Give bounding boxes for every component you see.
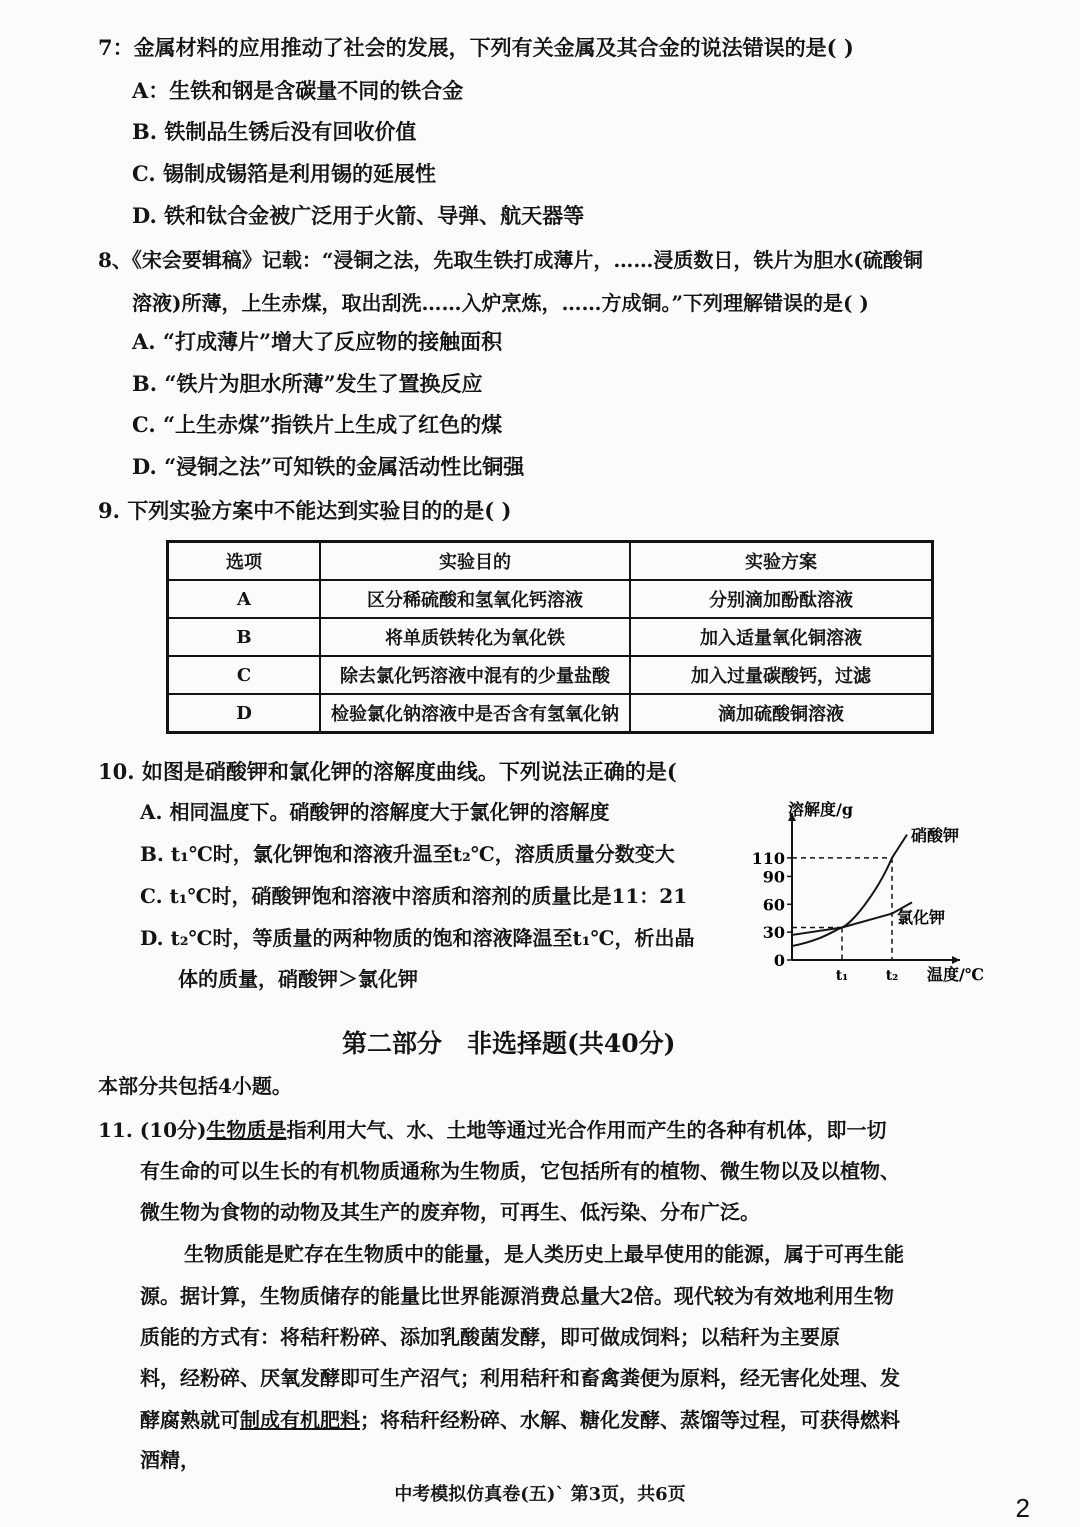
q10-option-d-cont: 体的质量，硝酸钾＞氯化钾	[178, 967, 418, 991]
q10-option-b: B. t₁℃时，氯化钾饱和溶液升温至t₂℃，溶质质量分数变大	[140, 842, 675, 866]
series-label-kcl: 氯化钾	[897, 907, 946, 927]
y-axis-label: 溶解度/g	[788, 800, 854, 819]
cell-plan: 加入过量碳酸钙，过滤	[630, 656, 933, 694]
q7-option-c: C. 锡制成锡箔是利用锡的延展性	[132, 161, 436, 186]
table-row	[168, 618, 933, 656]
q7-option-d: D. 铁和钛合金被广泛用于火箭、导弹、航天器等	[132, 203, 585, 228]
q8-stem-line1: 8、《宋会要辑稿》记载：“浸铜之法，先取生铁打成薄片，……浸质数日，铁片为胆水(硫酸铜	[98, 248, 923, 272]
cell-goal: 将单质铁转化为氧化铁	[320, 618, 630, 656]
q8-stem-line2: 溶液)所薄，上生赤煤，取出刮洗……入炉烹炼，……方成铜。”下列理解错误的是( )	[132, 291, 869, 315]
q10-option-d: D. t₂℃时，等质量的两种物质的饱和溶液降温至t₁℃，析出晶	[140, 926, 695, 950]
cell-option: B	[168, 618, 321, 656]
cell-plan: 加入适量氧化铜溶液	[630, 618, 933, 656]
cell-plan: 分别滴加酚酞溶液	[630, 580, 933, 618]
q11-p2-line5-underlined: 制成有机肥料	[240, 1408, 360, 1432]
y-tick-label: 60	[762, 895, 785, 915]
cell-goal: 检验氯化钠溶液中是否含有氢氧化钠	[320, 694, 630, 733]
q11-p2-line1: 生物质能是贮存在生物质中的能量，是人类历史上最早使用的能源，属于可再生能	[184, 1242, 904, 1266]
q11-p2-line5-pre: 酵腐熟就可	[140, 1408, 240, 1432]
q11-p2-line4: 料，经粉碎、厌氧发酵即可生产沼气；利用秸秆和畜禽粪便为原料，经无害化处理、发	[140, 1366, 900, 1390]
q11-line3: 微生物为食物的动物及其生产的废弃物，可再生、低污染、分布广泛。	[140, 1200, 760, 1224]
q8-option-c: C. “上生赤煤”指铁片上生成了红色的煤	[132, 412, 503, 437]
col-header-option: 选项	[168, 542, 321, 581]
y-tick-label: 90	[762, 867, 785, 887]
q8-option-b: B. “铁片为胆水所薄”发生了置换反应	[132, 371, 483, 396]
series-line-kno3	[792, 835, 907, 946]
q11-line1-rest: 指利用大气、水、土地等通过光合作用而产生的各种有机体，即一切	[286, 1118, 887, 1142]
part2-title: 第二部分 非选择题(共40分)	[342, 1029, 676, 1058]
y-tick-label: 110	[751, 848, 785, 868]
table-row	[168, 656, 933, 694]
y-tick-label: 30	[762, 923, 785, 943]
x-tick-label: t₁	[835, 968, 849, 984]
series-label-kno3: 硝酸钾	[911, 826, 960, 846]
cell-option: D	[168, 694, 321, 733]
x-axis-arrow	[952, 956, 960, 964]
q11-prefix: 11. (10分)	[98, 1118, 207, 1142]
q11-p2-line3: 质能的方式有：将秸秆粉碎、添加乳酸菌发酵，即可做成饲料；以秸秆为主要原	[140, 1325, 840, 1349]
q11-p2-line5-post: ；将秸秆经粉碎、水解、糖化发酵、蒸馏等过程，可获得燃料	[360, 1408, 900, 1432]
q8-option-a: A. “打成薄片”增大了反应物的接触面积	[132, 329, 503, 354]
q11-line1	[98, 1116, 887, 1144]
x-tick-label: t₂	[885, 968, 899, 984]
q9-table	[166, 540, 934, 734]
cell-option: C	[168, 656, 321, 694]
col-header-plan: 实验方案	[630, 542, 933, 581]
y-tick-label: 0	[773, 951, 785, 970]
cell-goal: 除去氯化钙溶液中混有的少量盐酸	[320, 656, 630, 694]
q11-p2-line2: 源。据计算，生物质储存的能量比世界能源消费总量大2倍。现代较为有效地利用生物	[140, 1284, 894, 1308]
q10-option-c: C. t₁℃时，硝酸钾饱和溶液中溶质和溶剂的质量比是11：21	[140, 884, 688, 908]
q10-option-a: A. 相同温度下。硝酸钾的溶解度大于氯化钾的溶解度	[140, 800, 610, 824]
q11-p2-line6: 酒精，	[140, 1448, 200, 1472]
q7-option-b: B. 铁制品生锈后没有回收价值	[132, 119, 417, 144]
col-header-goal: 实验目的	[320, 542, 630, 581]
q11-line2: 有生命的可以生长的有机物质通称为生物质，它包括所有的植物、微生物以及以植物、	[140, 1159, 900, 1183]
page-number: 2	[1015, 1493, 1030, 1523]
q8-option-d: D. “浸铜之法”可知铁的金属活动性比铜强	[132, 454, 525, 479]
part2-intro: 本部分共包括4小题。	[98, 1074, 292, 1098]
cell-plan: 滴加硫酸铜溶液	[630, 694, 933, 733]
table-row	[168, 694, 933, 733]
q7-stem: 7：金属材料的应用推动了社会的发展，下列有关金属及其合金的说法错误的是( )	[98, 35, 854, 60]
q11-p2-line5	[140, 1406, 900, 1434]
solubility-chart	[745, 795, 985, 995]
page-footer: 中考模拟仿真卷(五)` 第3页，共6页	[394, 1484, 686, 1505]
x-axis-label: 温度/℃	[926, 965, 984, 984]
cell-goal: 区分稀硫酸和氢氧化钙溶液	[320, 580, 630, 618]
table-header-row	[168, 542, 933, 581]
cell-option: A	[168, 580, 321, 618]
q11-term: 生物质是	[206, 1118, 287, 1142]
q7-option-a: A：生铁和钢是含碳量不同的铁合金	[132, 78, 464, 103]
q9-stem: 9. 下列实验方案中不能达到实验目的的是( )	[98, 498, 512, 523]
q10-stem: 10. 如图是硝酸钾和氯化钾的溶解度曲线。下列说法正确的是(	[98, 759, 677, 784]
table-row	[168, 580, 933, 618]
